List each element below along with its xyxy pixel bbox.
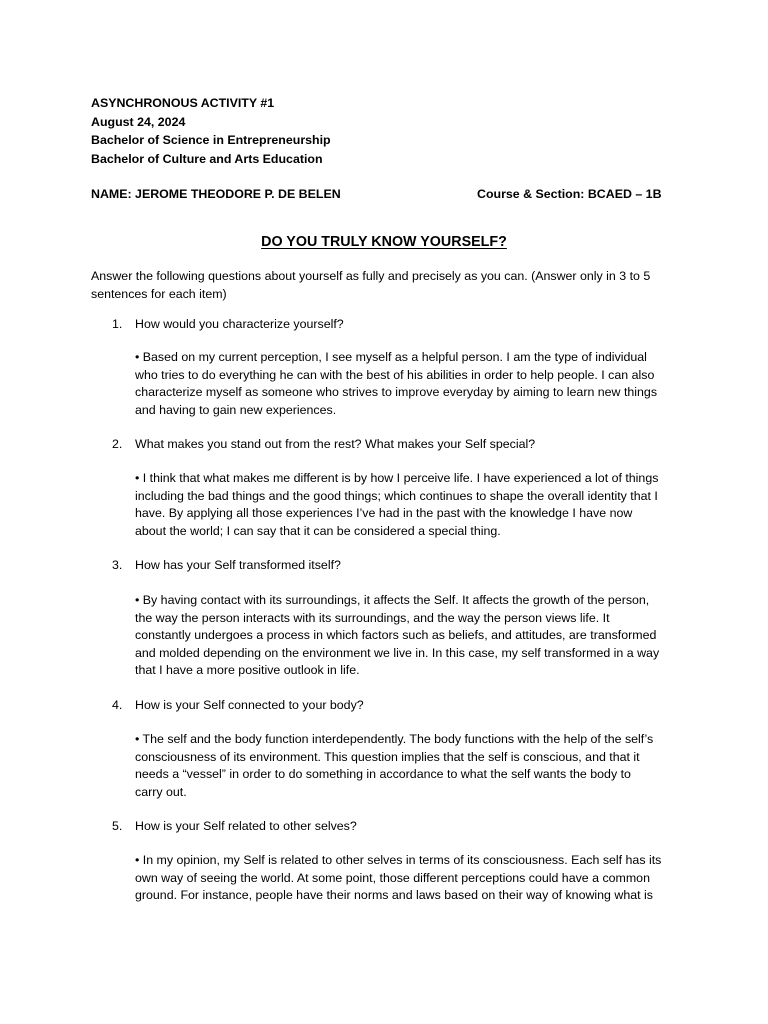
document-header [91, 94, 331, 168]
page-title: DO YOU TRULY KNOW YOURSELF? [261, 234, 507, 250]
program-entrepreneurship: Bachelor of Science in Entrepreneurship [91, 133, 331, 147]
question-text: How has your Self transformed itself? [135, 558, 341, 572]
question-text: How is your Self related to other selves? [135, 819, 357, 833]
activity-date: August 24, 2024 [91, 114, 186, 129]
question-number: 2. [112, 437, 123, 451]
course-section: Course & Section: BCAED – 1B [477, 187, 662, 201]
question-text: What makes you stand out from the rest? What makes your Self special? [135, 437, 536, 451]
instructions-text: Answer the following questions about yourself as fully and precisely as you can. (Answer only in 3 to 5 sentences for each item) [91, 269, 651, 301]
answer-text: • Based on my current perception, I see myself as a helpful person. I am the type of individual who tries to do everything he can with the best of his abilities in order to help people. I can also characterize myself as someone who strives to improve everyday by aiming to learn new things and having to gain new experiences. [135, 350, 658, 417]
answer-text: • The self and the body function interdependently. The body functions with the help of the self’s consciousness of its environment. This question implies that the self is conscious, and that it needs a “vessel” in order to do something in accordance to what the self wants the body to carry out. [135, 732, 654, 799]
question-number: 3. [112, 558, 123, 572]
activity-title: ASYNCHRONOUS ACTIVITY #1 [91, 96, 275, 110]
program-culture-arts: Bachelor of Culture and Arts Education [91, 151, 323, 166]
question-text: How would you characterize yourself? [135, 317, 344, 331]
question-number: 5. [112, 819, 123, 833]
question-text: How is your Self connected to your body? [135, 698, 364, 712]
question-number: 4. [112, 698, 123, 712]
student-info-row [91, 186, 691, 204]
answer-text: • By having contact with its surroundings, it affects the Self. It affects the growth of the person, the way the person interacts with its surroundings, and the way the person views life. It constantly undergoes a process in which factors such as beliefs, and attitudes, are transformed and molded depending on the environment we live in. In this case, my self transformed in a way that I have a more positive outlook in life. [135, 593, 660, 678]
question-number: 1. [112, 317, 123, 331]
answer-text: • In my opinion, my Self is related to other selves in terms of its consciousness. Each self has its own way of seeing the world. At some point, those different perceptions could have a common ground. For instance, people have their norms and laws based on their way of knowing what is [135, 853, 662, 903]
student-name: NAME: JEROME THEODORE P. DE BELEN [91, 187, 341, 201]
answer-text: • I think that what makes me different is by how I perceive life. I have experienced a lot of things including the bad things and the good things; which continues to shape the overall identity that I have. By applying all those experiences I’ve had in the past with the knowledge I have now about the world; I can say that it can be considered a special thing. [135, 471, 659, 538]
